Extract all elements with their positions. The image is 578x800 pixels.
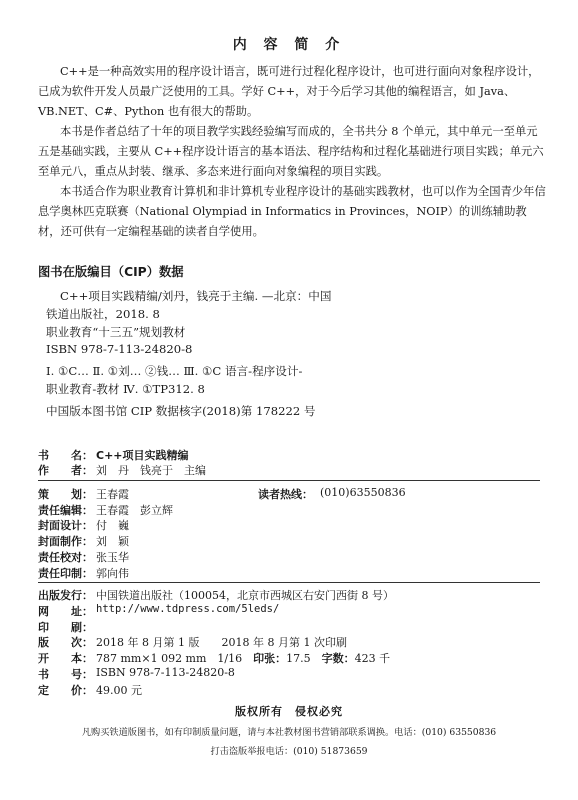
printer-label: 印 刷： xyxy=(38,621,93,634)
intro-paragraph: 本书适合作为职业教育计算机和非计算机专业程序设计的基础实践教材，也可以作为全国青少年信息学奥林匹克联赛（National Olympiad in Informatics in Provinces，NOIP）的训练辅助教材，还可供有一定编程基础的读者自学使用。 xyxy=(38,185,546,238)
cip-line: 中国版本图书馆 CIP 数据核字(2018)第 178222 号 xyxy=(46,404,316,418)
author: 刘 丹 钱亮于 主编 xyxy=(96,464,206,477)
book-name-label: 书 名： xyxy=(38,449,93,462)
divider xyxy=(38,582,540,583)
cover-make: 刘 颖 xyxy=(96,535,129,548)
cover-make-label: 封面制作： xyxy=(38,535,93,548)
format-label: 开 本： xyxy=(38,652,93,665)
copyright-notice: 版权所有 侵权必究 xyxy=(235,705,343,718)
format-value: 787 mm×1 092 mm 1/16 xyxy=(96,652,254,665)
piracy-hotline: 打击盗版举报电话：(010) 51873659 xyxy=(210,746,368,757)
intro-section xyxy=(38,62,548,242)
planner: 王春霞 xyxy=(96,488,129,501)
site: http://www.tdpress.com/5leds/ xyxy=(96,603,280,615)
book-name: C++项目实践精编 xyxy=(96,449,189,462)
price-label: 定 价： xyxy=(38,684,93,697)
hotline: (010)63550836 xyxy=(320,486,406,499)
print-manager-label: 责任印制： xyxy=(38,567,93,580)
words-label: 字数： xyxy=(321,652,355,665)
print-manager: 郭向伟 xyxy=(96,567,129,580)
hotline-label: 读者热线： xyxy=(258,488,313,501)
format xyxy=(96,650,390,666)
cip-line: Ⅰ. ①C… Ⅱ. ①刘… ②钱… Ⅲ. ①C 语言-程序设计- xyxy=(46,364,303,378)
cip-line: 铁道出版社，2018. 8 xyxy=(46,307,160,321)
page-title: 内 容 简 介 xyxy=(232,37,346,53)
sheets: 17.5 xyxy=(286,652,311,665)
divider xyxy=(38,480,540,481)
cip-line: C++项目实践精编/刘丹，钱亮于主编. —北京：中国 xyxy=(60,289,332,303)
isbn-label: 书 号： xyxy=(38,668,93,681)
planner-label: 策 划： xyxy=(38,488,93,501)
proof: 张玉华 xyxy=(96,551,129,564)
edition-label: 版 次： xyxy=(38,636,93,649)
cip-line: ISBN 978-7-113-24820-8 xyxy=(46,342,193,356)
quality-notice: 凡购买铁道版图书，如有印制质量问题，请与本社教材图书营销部联系调换。电话：(010) 63550836 xyxy=(81,727,497,738)
sheets-label: 印张： xyxy=(253,652,287,665)
proof-label: 责任校对： xyxy=(38,551,93,564)
cover-design-label: 封面设计： xyxy=(38,519,93,532)
cip-line: 职业教育“十三五”规划教材 xyxy=(46,325,186,339)
cover-design: 付 巍 xyxy=(96,519,129,532)
author-label: 作 者： xyxy=(38,464,93,477)
intro-paragraph: 本书是作者总结了十年的项目教学实践经验编写而成的，全书共分 8 个单元，其中单元一至单元五是基础实践，主要从 C++程序设计语言的基本语法、程序结构和过程化基础进行项目实践；单元六至单元八，重点从封装、继承、多态来进行面向对象编程的项目实践。 xyxy=(38,125,544,178)
edition: 2018 年 8 月第 1 版 2018 年 8 月第 1 次印刷 xyxy=(96,636,347,649)
intro-paragraph: C++是一种高效实用的程序设计语言，既可进行过程化程序设计，也可进行面向对象程序设计，已成为软件开发人员最广泛使用的工具。学好 C++，对于今后学习其他的编程语言，如 Java、VB.NET、C#、Python 也有很大的帮助。 xyxy=(38,65,540,118)
isbn: ISBN 978-7-113-24820-8 xyxy=(96,666,235,679)
editor: 王春霞 彭立辉 xyxy=(96,504,173,517)
site-label: 网 址： xyxy=(38,605,93,618)
cip-line: 职业教育-教材 Ⅳ. ①TP312. 8 xyxy=(46,382,205,396)
words: 423 千 xyxy=(354,652,391,665)
publisher-label: 出版发行： xyxy=(38,589,93,602)
publisher: 中国铁道出版社（100054，北京市西城区右安门西街 8 号） xyxy=(96,589,394,602)
cip-heading: 图书在版编目（CIP）数据 xyxy=(38,265,184,279)
editor-label: 责任编辑： xyxy=(38,504,93,517)
price: 49.00 元 xyxy=(96,684,142,697)
